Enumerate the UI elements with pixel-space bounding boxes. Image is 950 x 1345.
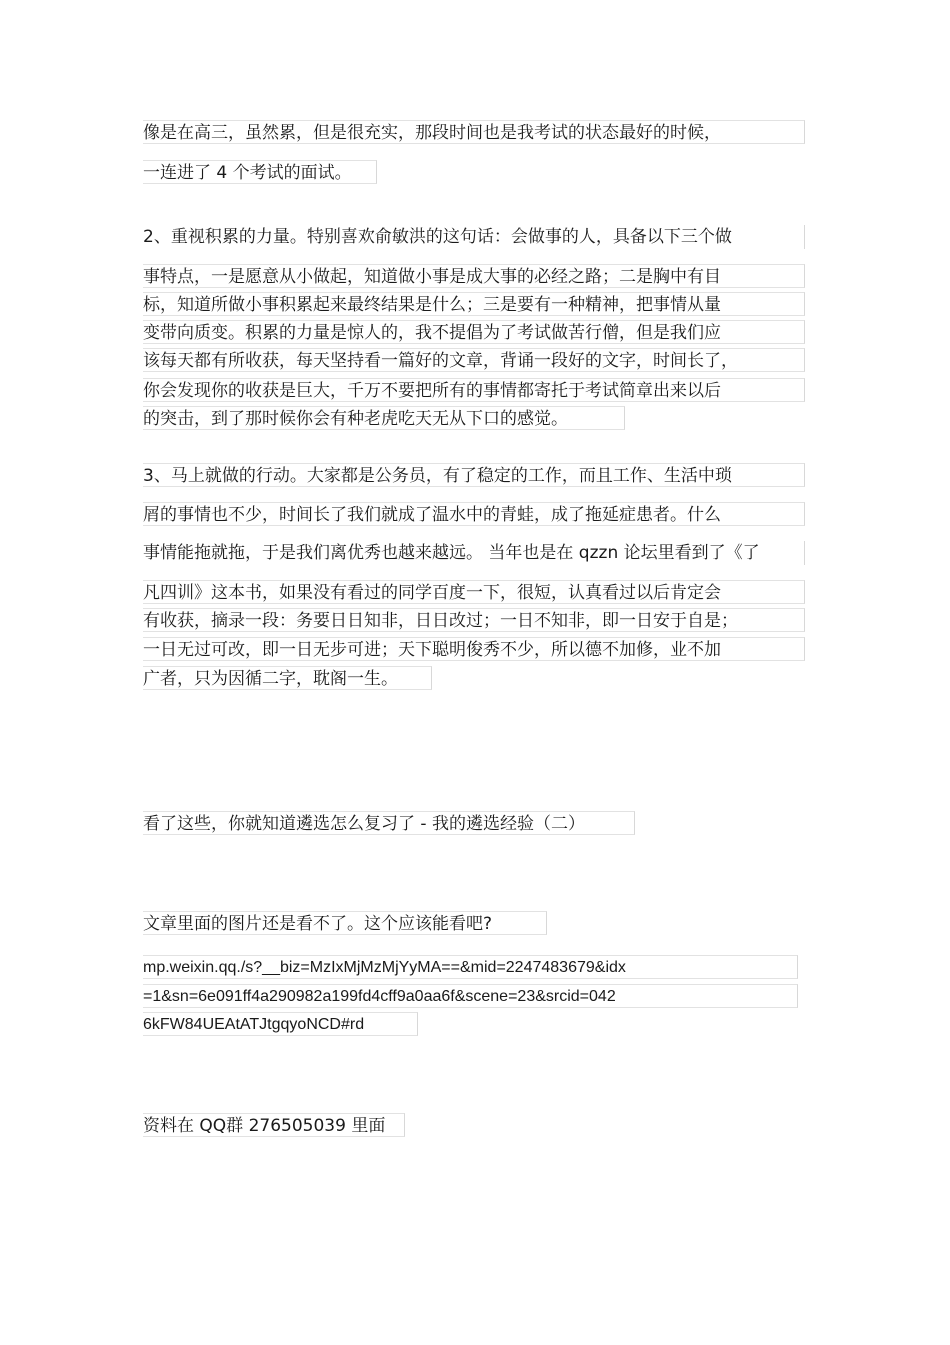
paragraph-line: 你会发现你的收获是巨大，千万不要把所有的事情都寄托于考试简章出来以后 [143,378,805,402]
url-line[interactable]: 6kFW84UEAtATJtgqyoNCD#rd [143,1012,418,1036]
qq-group-text: 资料在 QQ群 276505039 里面 [143,1113,405,1137]
paragraph-line: 凡四训》这本书，如果没有看过的同学百度一下，很短，认真看过以后肯定会 [143,580,805,604]
paragraph-line: 变带向质变。积累的力量是惊人的，我不提倡为了考试做苦行僧，但是我们应 [143,320,805,344]
section-heading: 看了这些，你就知道遴选怎么复习了 - 我的遴选经验（二） [143,811,635,835]
paragraph-line: 像是在高三，虽然累，但是很充实，那段时间也是我考试的状态最好的时候， [143,120,805,144]
paragraph-line: 的突击，到了那时候你会有种老虎吃天无从下口的感觉。 [143,406,625,430]
paragraph-line: 广者，只为因循二字，耽阁一生。 [143,666,432,690]
paragraph-line: 3、马上就做的行动。大家都是公务员，有了稳定的工作，而且工作、生活中琐 [143,463,805,487]
paragraph-line: 事特点，一是愿意从小做起，知道做小事是成大事的必经之路；二是胸中有目 [143,264,805,288]
url-line[interactable]: mp.weixin.qq./s?__biz=MzIxMjMzMjYyMA==&mid=2247483679&idx [143,955,798,979]
note-text: 文章里面的图片还是看不了。这个应该能看吧? [143,911,547,935]
url-line[interactable]: =1&sn=6e091ff4a290982a199fd4cff9a0aa6f&scene=23&srcid=042 [143,984,798,1008]
paragraph-line: 屑的事情也不少，时间长了我们就成了温水中的青蛙，成了拖延症患者。什么 [143,502,805,526]
paragraph-line: 有收获，摘录一段：务要日日知非，日日改过；一日不知非，即一日安于自是； [143,608,805,632]
paragraph-line: 事情能拖就拖，于是我们离优秀也越来越远。 当年也是在 qzzn 论坛里看到了《了 [143,541,805,565]
paragraph-line: 标，知道所做小事积累起来最终结果是什么；三是要有一种精神，把事情从量 [143,292,805,316]
paragraph-line: 一日无过可改，即一日无步可进；天下聪明俊秀不少，所以德不加修，业不加 [143,637,805,661]
paragraph-line: 该每天都有所收获，每天坚持看一篇好的文章，背诵一段好的文字，时间长了， [143,348,805,372]
paragraph-line: 一连进了 4 个考试的面试。 [143,160,377,184]
paragraph-line: 2、重视积累的力量。特别喜欢俞敏洪的这句话：会做事的人，具备以下三个做 [143,225,805,249]
